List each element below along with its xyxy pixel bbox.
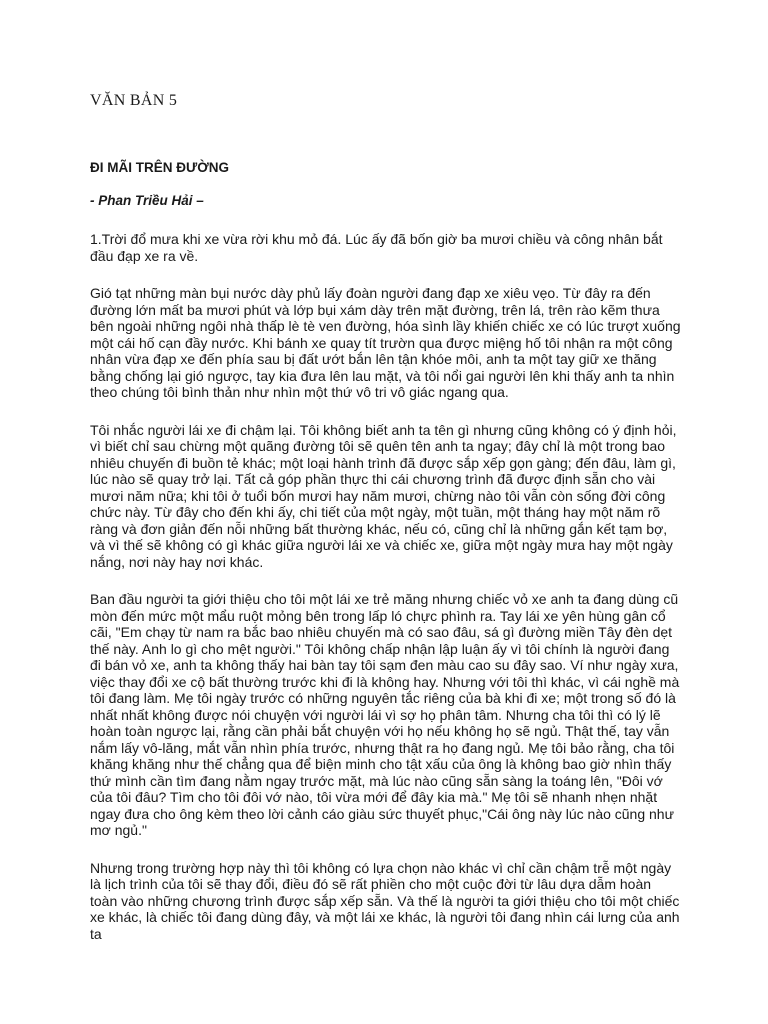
paragraph: Tôi nhắc người lái xe đi chậm lại. Tôi không biết anh ta tên gì nhưng cũng không có ý định hỏi, vì biết chỉ sau chừng một quãng đường tôi sẽ quên tên anh ta ngay; đây chỉ là một trong bao nhiêu chuyến đi buồn tẻ khác; một loại hành trình đã được sắp xếp gọn gàng; đến đâu, làm gì, lúc nào sẽ quay trở lại. Tất cả góp phần thực thi cái chương trình đã được định sẵn cho vài mươi năm nữa; khi tôi ở tuổi bốn mươi hay năm mươi, chừng nào tôi vẫn còn sống đời công chức này. Từ đây cho đến khi ấy, chi tiết của một ngày, một tuần, một tháng hay một năm rõ ràng và đơn giản đến nỗi những bất thường khác, nếu có, cũng chỉ là những gắn kết tạm bợ, và vì thế sẽ không có gì khác giữa người lái xe và chiếc xe, giữa một ngày mưa hay một ngày nắng, nơi này hay nơi khác. [90, 421, 677, 570]
story-body [90, 231, 682, 963]
section-label: VĂN BẢN 5 [90, 92, 178, 109]
author-line: - Phan Triều Hải – [90, 193, 204, 208]
story-title: ĐI MÃI TRÊN ĐƯỜNG [90, 160, 229, 175]
paragraph: Ban đầu người ta giới thiệu cho tôi một lái xe trẻ măng nhưng chiếc vỏ xe anh ta đang dùng cũ mòn đến mức một mẩu ruột mỏng bên trong lấp ló chực phình ra. Tay lái xe yên hùng gân cổ cãi, "Em chạy từ nam ra bắc bao nhiêu chuyến mà có sao đâu, sá gì đường miền Tây đèn dẹt thế này. Anh lo gì cho mệt người." Tôi không chấp nhận lập luận ấy vì tôi chính là người đang đi bán vỏ xe, anh ta không thấy hai bàn tay tôi sạm đen màu cao su đây sao. Ví như ngày xưa, việc thay đổi xe cộ bất thường trước khi đi là không hay. Nhưng với tôi thì khác, vì cái nghề mà tôi đang làm. Mẹ tôi ngày trước có những nguyên tắc riêng của bà khi đi xe; một trong số đó là nhất nhất không được nói chuyện với người lái vì sợ họ phân tâm. Nhưng cha tôi thì có lý lẽ hoàn toàn ngược lại, rằng cần phải bắt chuyện với họ nếu không họ sẽ ngủ. Thật thế, tay vẫn nắm lấy vô-lăng, mắt vẫn nhìn phía trước, nhưng thật ra họ đang ngủ. Mẹ tôi bảo rằng, cha tôi khăng khăng như thế chẳng qua để biện minh cho tật xấu của ông là không bao giờ nhìn thấy thứ mình cần tìm đang nằm ngay trước mặt, mà lúc nào cũng sẵn sàng la toáng lên, "Đôi vớ của tôi đâu? Tìm cho tôi đôi vớ nào, tôi vừa mới để đây kia mà." Mẹ tôi sẽ nhanh nhẹn nhặt ngay đưa cho ông kèm theo lời cảnh cáo giàu sức thuyết phục,"Cái ông này lúc nào cũng như mơ ngủ." [90, 591, 680, 838]
paragraph: Gió tạt những màn bụi nước dày phủ lấy đoàn người đang đạp xe xiêu vẹo. Từ đây ra đến đường lớn mất ba mươi phút và lớp bụi xám dày trên mặt đường, trên lá, trên rào kẽm thưa bên ngoài những ngôi nhà thấp lè tè ven đường, hóa sình lầy khiến chiếc xe có lúc trượt xuống một cái hố cạn đầy nước. Khi bánh xe quay tít trườn qua được miệng hố tôi nhận ra một công nhân vừa đạp xe đến phía sau bị đất ướt bắn lên tận khóe môi, anh ta một tay giữ xe thăng bằng chống lại gió ngược, tay kia đưa lên lau mặt, và tôi nổi gai người lên khi thấy anh ta nhìn theo chúng tôi bình thản như nhìn một thứ vô tri vô giác ngang qua. [90, 285, 681, 400]
paragraph: Nhưng trong trường hợp này thì tôi không có lựa chọn nào khác vì chỉ cần chậm trễ một ngày là lịch trình của tôi sẽ thay đổi, điều đó sẽ rất phiền cho một cuộc đời từ lâu dựa dẫm hoàn toàn vào những chương trình được sắp xếp sẵn. Và thế là người ta giới thiệu cho tôi một chiếc xe khác, là chiếc tôi đang dùng đây, và một lái xe khác, là người tôi đang nhìn cái lưng của anh ta [90, 859, 680, 942]
paragraph: 1.Trời đổ mưa khi xe vừa rời khu mỏ đá. Lúc ấy đã bốn giờ ba mươi chiều và công nhân bắt đầu đạp xe ra về. [90, 231, 663, 264]
